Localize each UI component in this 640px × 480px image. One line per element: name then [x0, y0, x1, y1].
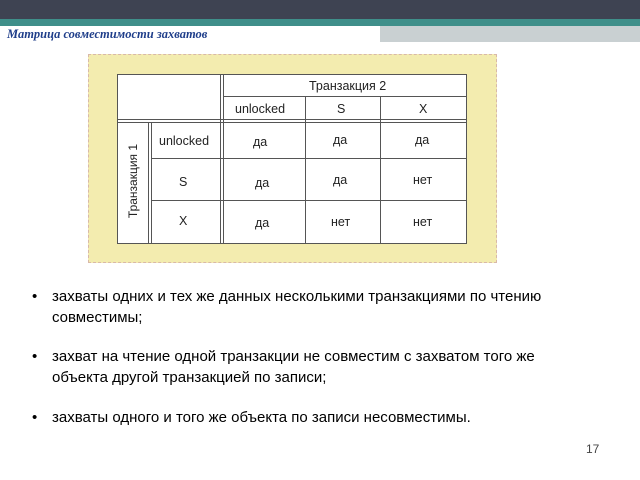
table-cell: да [415, 133, 430, 147]
header-bar-light [380, 26, 640, 42]
col-header-unlocked: unlocked [235, 102, 286, 116]
bullet-icon: • [32, 348, 38, 365]
table-cell: нет [413, 173, 433, 187]
bullet-icon: • [32, 409, 38, 426]
page-number: 17 [586, 442, 600, 456]
col-header-s: S [337, 102, 346, 116]
table-cell: да [255, 176, 270, 190]
table-cell: да [333, 173, 348, 187]
row-header-s: S [179, 175, 188, 189]
header-bar-teal [0, 19, 640, 26]
table-cell: да [253, 135, 268, 149]
row-header-unlocked: unlocked [159, 134, 210, 148]
col-header-x: X [419, 102, 428, 116]
bullet-icon: • [32, 288, 38, 305]
table-cell: нет [413, 215, 433, 229]
header-bar-dark [0, 0, 640, 19]
table-cell: да [255, 216, 270, 230]
row-header-x: X [179, 214, 188, 228]
table-cell: да [333, 133, 348, 147]
compatibility-matrix [117, 74, 467, 244]
col-group-header: Транзакция 2 [309, 79, 387, 93]
slide-title: Матрица совместимости захватов [7, 27, 208, 41]
table-cell: нет [331, 215, 351, 229]
row-group-header: Транзакция 1 [126, 143, 140, 219]
